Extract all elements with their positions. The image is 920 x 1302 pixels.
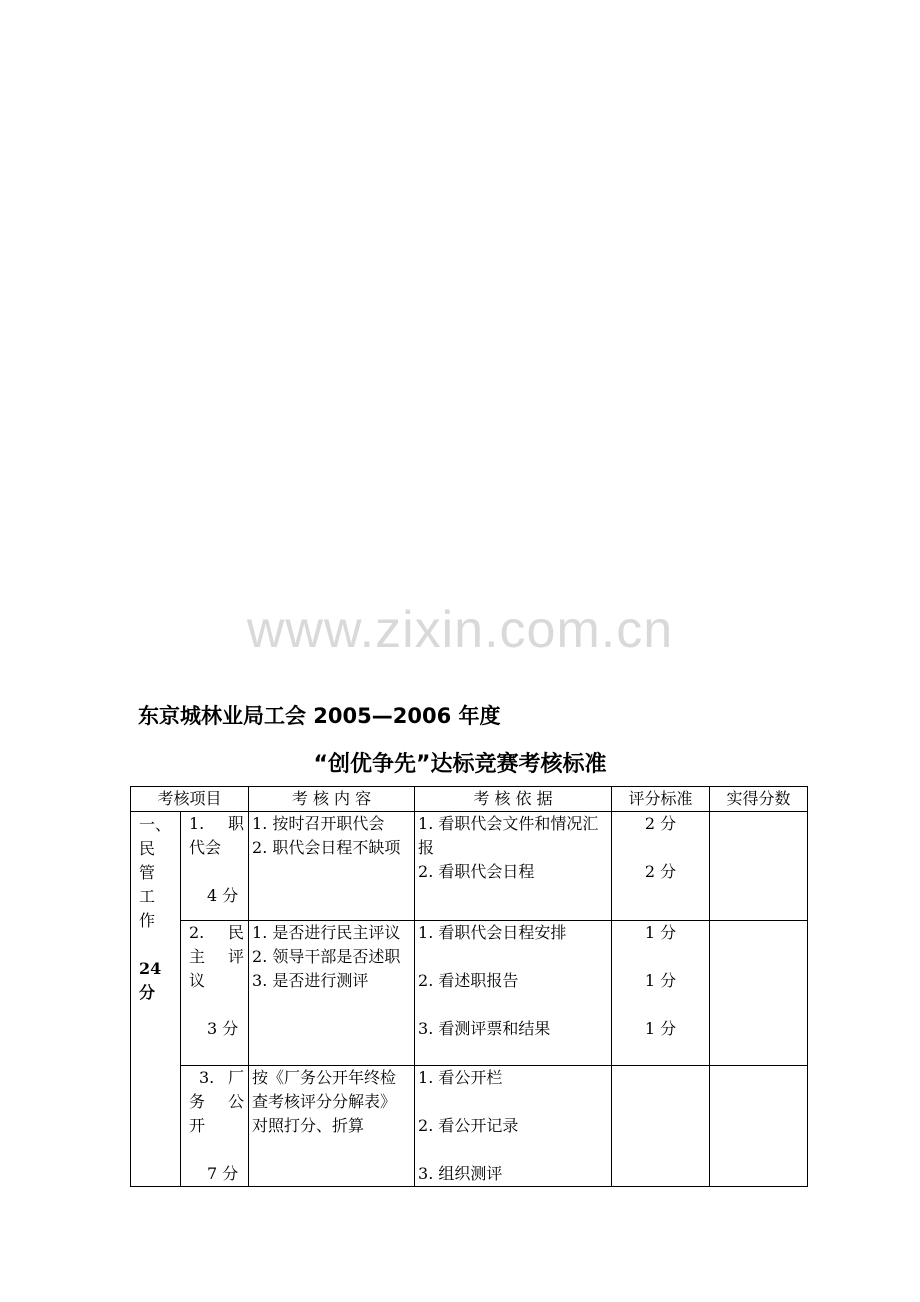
category-char: 管	[139, 863, 156, 882]
subitem-cell	[181, 1066, 249, 1187]
subitem-label: 1. 职	[189, 814, 245, 833]
subitem-label: 3. 厂	[199, 1068, 245, 1087]
table-row	[131, 921, 808, 1066]
header-standard: 评分标准	[612, 787, 710, 812]
content-cell	[249, 1066, 415, 1187]
content-line: 按《厂务公开年终检查考核评分分解表》对照打分、折算	[252, 1068, 397, 1135]
basis-cell	[415, 1066, 612, 1187]
subitem-points: 3 分	[207, 1019, 239, 1038]
subitem-label: 开	[189, 1116, 206, 1135]
category-char: 民	[139, 839, 156, 858]
standard-cell	[612, 812, 710, 921]
basis-cell	[415, 812, 612, 921]
standard-line: 1 分	[644, 971, 677, 990]
content-cell	[249, 812, 415, 921]
basis-line: 1. 看公开栏	[418, 1068, 503, 1087]
header-actual: 实得分数	[710, 787, 808, 812]
header-content: 考 核 内 容	[249, 787, 415, 812]
basis-line: 1. 看职代会日程安排	[418, 923, 567, 942]
content-cell	[249, 921, 415, 1066]
subitem-cell	[181, 921, 249, 1066]
category-char: 一、	[139, 815, 172, 834]
basis-line: 2. 看公开记录	[418, 1116, 519, 1135]
category-unit: 分	[139, 983, 156, 1002]
content-line: 1. 按时召开职代会	[252, 814, 385, 833]
header-item: 考核项目	[131, 787, 249, 812]
category-cell	[131, 812, 181, 1187]
basis-line: 1. 看职代会文件和情况汇报	[418, 814, 599, 857]
standard-line: 1 分	[644, 1019, 677, 1038]
standard-line: 2 分	[644, 814, 677, 833]
watermark: www.zixin.com.cn	[246, 601, 674, 659]
subitem-label: 代会	[189, 838, 222, 857]
table-row	[131, 812, 808, 921]
actual-cell	[710, 1066, 808, 1187]
standard-line: 1 分	[644, 923, 677, 942]
subitem-label: 议	[189, 971, 206, 990]
standard-cell	[612, 1066, 710, 1187]
document-title-line2: “创优争先”达标竞赛考核标准	[313, 752, 607, 777]
category-score: 24	[139, 959, 162, 978]
document-title-line1: 东京城林业局工会 2005—2006 年度	[138, 704, 501, 728]
subitem-points: 4 分	[207, 886, 239, 905]
content-line: 3. 是否进行测评	[252, 971, 369, 990]
table-header-row	[131, 787, 808, 812]
content-line: 1. 是否进行民主评议	[252, 923, 401, 942]
actual-cell	[710, 812, 808, 921]
table-row	[131, 1066, 808, 1187]
basis-line: 3. 组织测评	[418, 1164, 503, 1183]
basis-line: 2. 看职代会日程	[418, 862, 535, 881]
actual-cell	[710, 921, 808, 1066]
subitem-label: 务 公	[189, 1092, 245, 1111]
header-basis: 考 核 依 据	[415, 787, 612, 812]
basis-line: 2. 看述职报告	[418, 971, 519, 990]
content-line: 2. 职代会日程不缺项	[252, 838, 401, 857]
standard-line: 2 分	[644, 862, 677, 881]
assessment-table	[130, 786, 808, 1187]
subitem-label: 主 评	[189, 947, 245, 966]
basis-cell	[415, 921, 612, 1066]
basis-line: 3. 看测评票和结果	[418, 1019, 551, 1038]
category-char: 作	[139, 911, 156, 930]
category-char: 工	[139, 887, 156, 906]
subitem-points: 7 分	[207, 1164, 239, 1183]
subitem-label: 2. 民	[189, 923, 245, 942]
content-line: 2. 领导干部是否述职	[252, 947, 401, 966]
standard-cell	[612, 921, 710, 1066]
subitem-cell	[181, 812, 249, 921]
